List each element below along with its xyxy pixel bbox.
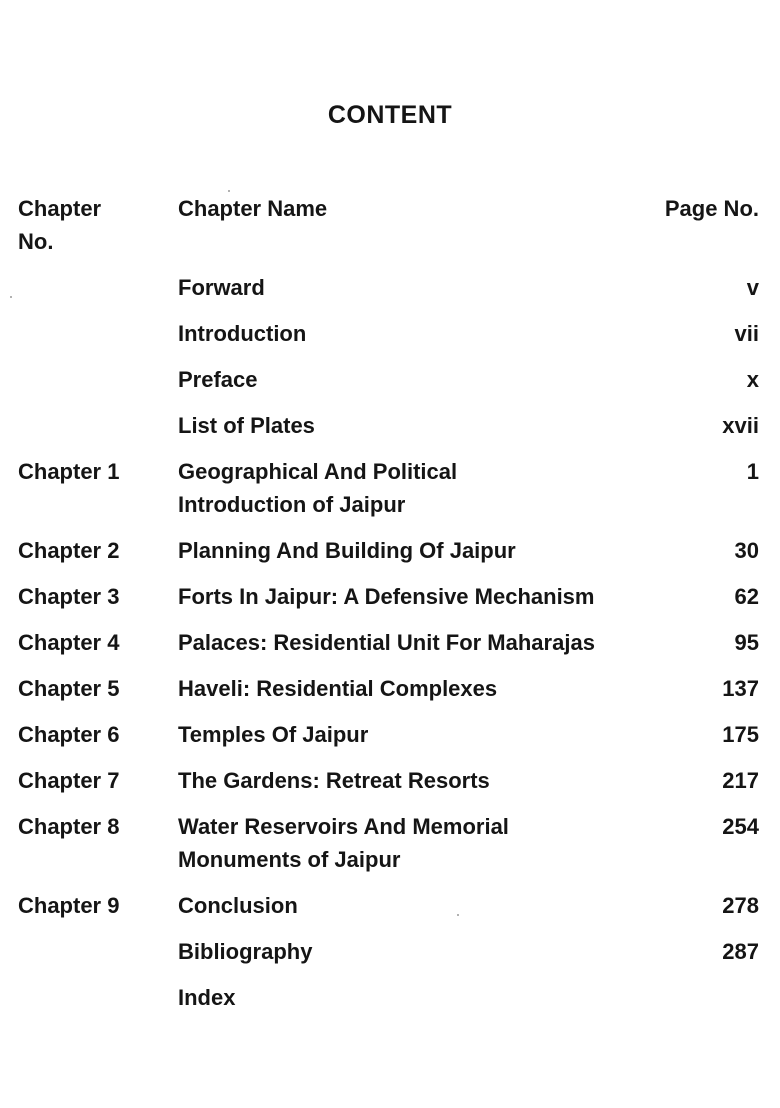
toc-title: Forward <box>178 275 265 300</box>
toc-title: Geographical And Political Introduction of Jaipur <box>178 459 458 517</box>
toc-chapter: Chapter 2 <box>18 538 120 563</box>
toc-title: Haveli: Residential Complexes <box>178 676 498 701</box>
page-title: CONTENT <box>327 101 453 129</box>
scan-speck <box>228 190 230 192</box>
scan-speck <box>457 914 459 916</box>
toc-page: 1 <box>746 459 759 484</box>
toc-chapter: Chapter 9 <box>18 893 120 918</box>
toc-page: vii <box>734 321 759 346</box>
toc-title: Temples Of Jaipur <box>178 722 369 747</box>
toc-title: Introduction <box>178 321 307 346</box>
toc-title: Water Reservoirs And Memorial Monuments of Jaipur <box>178 814 509 872</box>
toc-chapter: Chapter 6 <box>18 722 120 747</box>
chapter-no-header: Chapter No. <box>18 196 102 254</box>
scan-speck <box>10 296 12 298</box>
toc-page: 30 <box>734 538 759 563</box>
toc-page: 175 <box>722 722 759 747</box>
toc-chapter: Chapter 5 <box>18 676 120 701</box>
toc-title: Planning And Building Of Jaipur <box>178 538 516 563</box>
toc-title: Preface <box>178 367 258 392</box>
toc-page: 278 <box>722 893 759 918</box>
toc-page: 95 <box>734 630 759 655</box>
chapter-name-header: Chapter Name <box>178 196 328 221</box>
page-no-header: Page No. <box>664 196 759 221</box>
toc-title: Conclusion <box>178 893 298 918</box>
toc-title: The Gardens: Retreat Resorts <box>178 768 490 793</box>
toc-page: v <box>746 275 759 300</box>
toc-page: 137 <box>722 676 759 701</box>
toc-page: 287 <box>722 939 759 964</box>
toc-title: Forts In Jaipur: A Defensive Mechanism <box>178 584 595 609</box>
toc-title: Index <box>178 985 236 1010</box>
toc-page: 217 <box>722 768 759 793</box>
toc-chapter: Chapter 4 <box>18 630 120 655</box>
toc-page: 254 <box>722 814 759 839</box>
toc-title: Bibliography <box>178 939 313 964</box>
toc-title: List of Plates <box>178 413 315 438</box>
toc-page: 62 <box>734 584 759 609</box>
toc-title: Palaces: Residential Unit For Maharajas <box>178 630 595 655</box>
toc-chapter: Chapter 1 <box>18 459 120 484</box>
toc-chapter: Chapter 8 <box>18 814 120 839</box>
toc-page: xvii <box>722 413 759 438</box>
toc-page: x <box>746 367 759 392</box>
toc-chapter: Chapter 7 <box>18 768 120 793</box>
toc-chapter: Chapter 3 <box>18 584 120 609</box>
